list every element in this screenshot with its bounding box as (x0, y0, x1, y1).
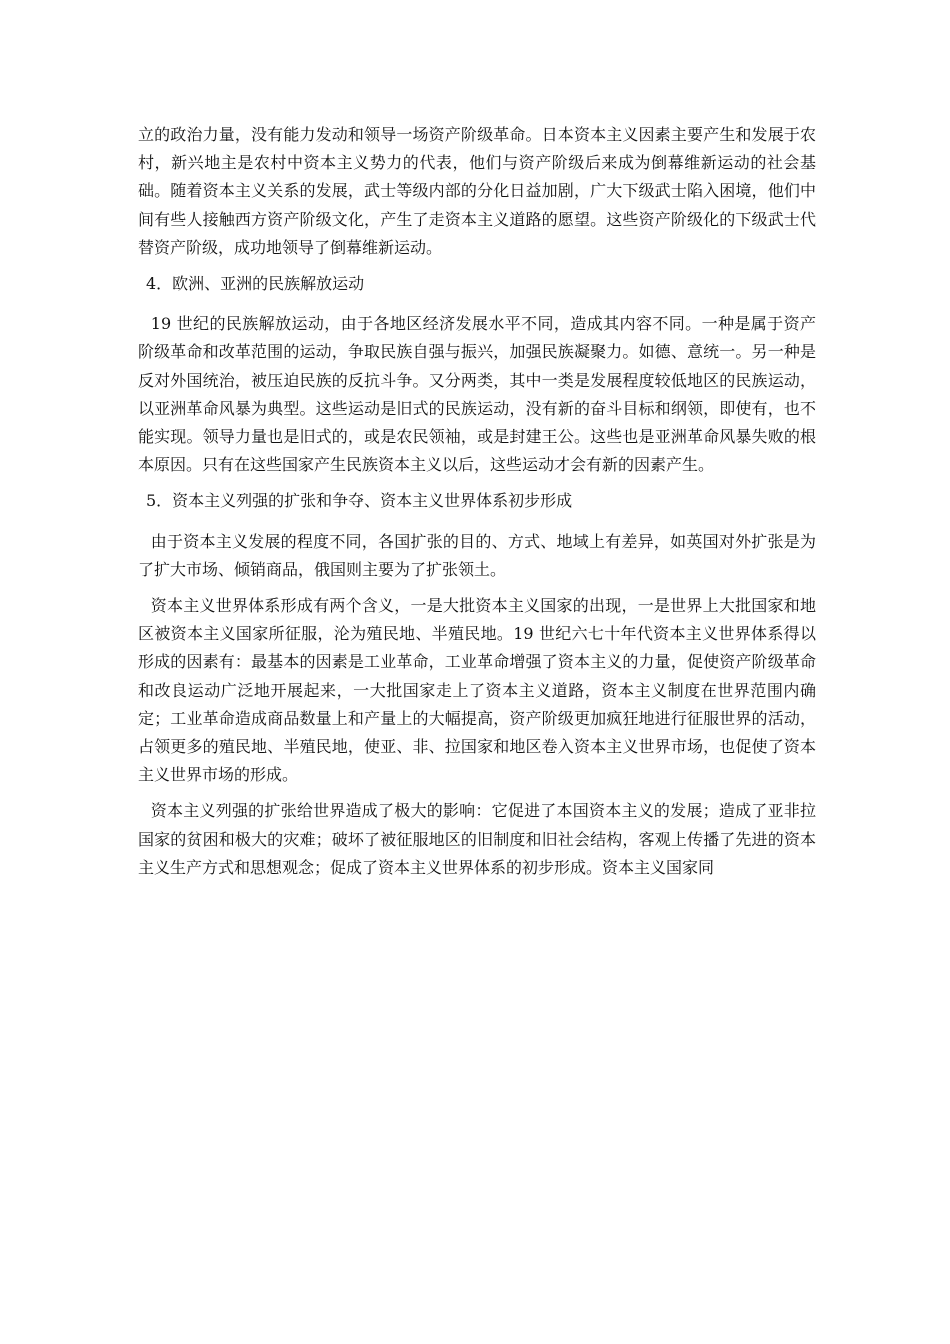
section-heading-4: 4．欧洲、亚洲的民族解放运动 (146, 274, 365, 294)
paragraph-japan-meiji: 立的政治力量，没有能力发动和领导一场资产阶级革命。日本资本主义因素主要产生和发展于农村，新兴地主是农村中资本主义势力的代表，他们与资产阶级后来成为倒幕维新运动的社会基础。随着资本主义关系的发展，武士等级内部的分化日益加剧，广大下级武士陷入困境，他们中间有些人接触西方资产阶级文化，产生了走资本主义道路的愿望。这些资产阶级化的下级武士代替资产阶级，成功地领导了倒幕维新运动。 (138, 125, 816, 257)
paragraph-expansion-impact: 资本主义列强的扩张给世界造成了极大的影响：它促进了本国资本主义的发展；造成了亚非拉国家的贫困和极大的灾难；破坏了被征服地区的旧制度和旧社会结构，客观上传播了先进的资本主义生产方式和思想观念；促成了资本主义世界体系的初步形成。资本主义国家同 (138, 801, 816, 877)
section-heading-5: 5．资本主义列强的扩张和争夺、资本主义世界体系初步形成 (146, 491, 573, 511)
paragraph-world-system: 资本主义世界体系形成有两个含义，一是大批资本主义国家的出现，一是世界上大批国家和地区被资本主义国家所征服，沦为殖民地、半殖民地。19 世纪六七十年代资本主义世界体系得以形成的因素有：最基本的因素是工业革命，工业革命增强了资本主义的力量，促使资产阶级革命和改良运动广泛地开展起来，一大批国家走上了资本主义道路，资本主义制度在世界范围内确定；工业革命造成商品数量上和产量上的大幅提高，资产阶级更加疯狂地进行征服世界的活动，占领更多的殖民地、半殖民地，使亚、非、拉国家和地区卷入资本主义世界市场，也促使了资本主义世界市场的形成。 (138, 596, 816, 785)
paragraph-expansion-differences: 由于资本主义发展的程度不同，各国扩张的目的、方式、地域上有差异，如英国对外扩张是为了扩大市场、倾销商品，俄国则主要为了扩张领土。 (138, 531, 816, 579)
paragraph-national-liberation: 19 世纪的民族解放运动，由于各地区经济发展水平不同，造成其内容不同。一种是属于资产阶级革命和改革范围的运动，争取民族自强与振兴，加强民族凝聚力。如德、意统一。另一种是反对外国统治，被压迫民族的反抗斗争。又分两类，其中一类是发展程度较低地区的民族运动，以亚洲革命风暴为典型。这些运动是旧式的民族运动，没有新的奋斗目标和纲领，即使有，也不能实现。领导力量也是旧式的，或是农民领袖，或是封建王公。这些也是亚洲革命风暴失败的根本原因。只有在这些国家产生民族资本主义以后，这些运动才会有新的因素产生。 (138, 314, 816, 475)
document-page (138, 121, 816, 890)
